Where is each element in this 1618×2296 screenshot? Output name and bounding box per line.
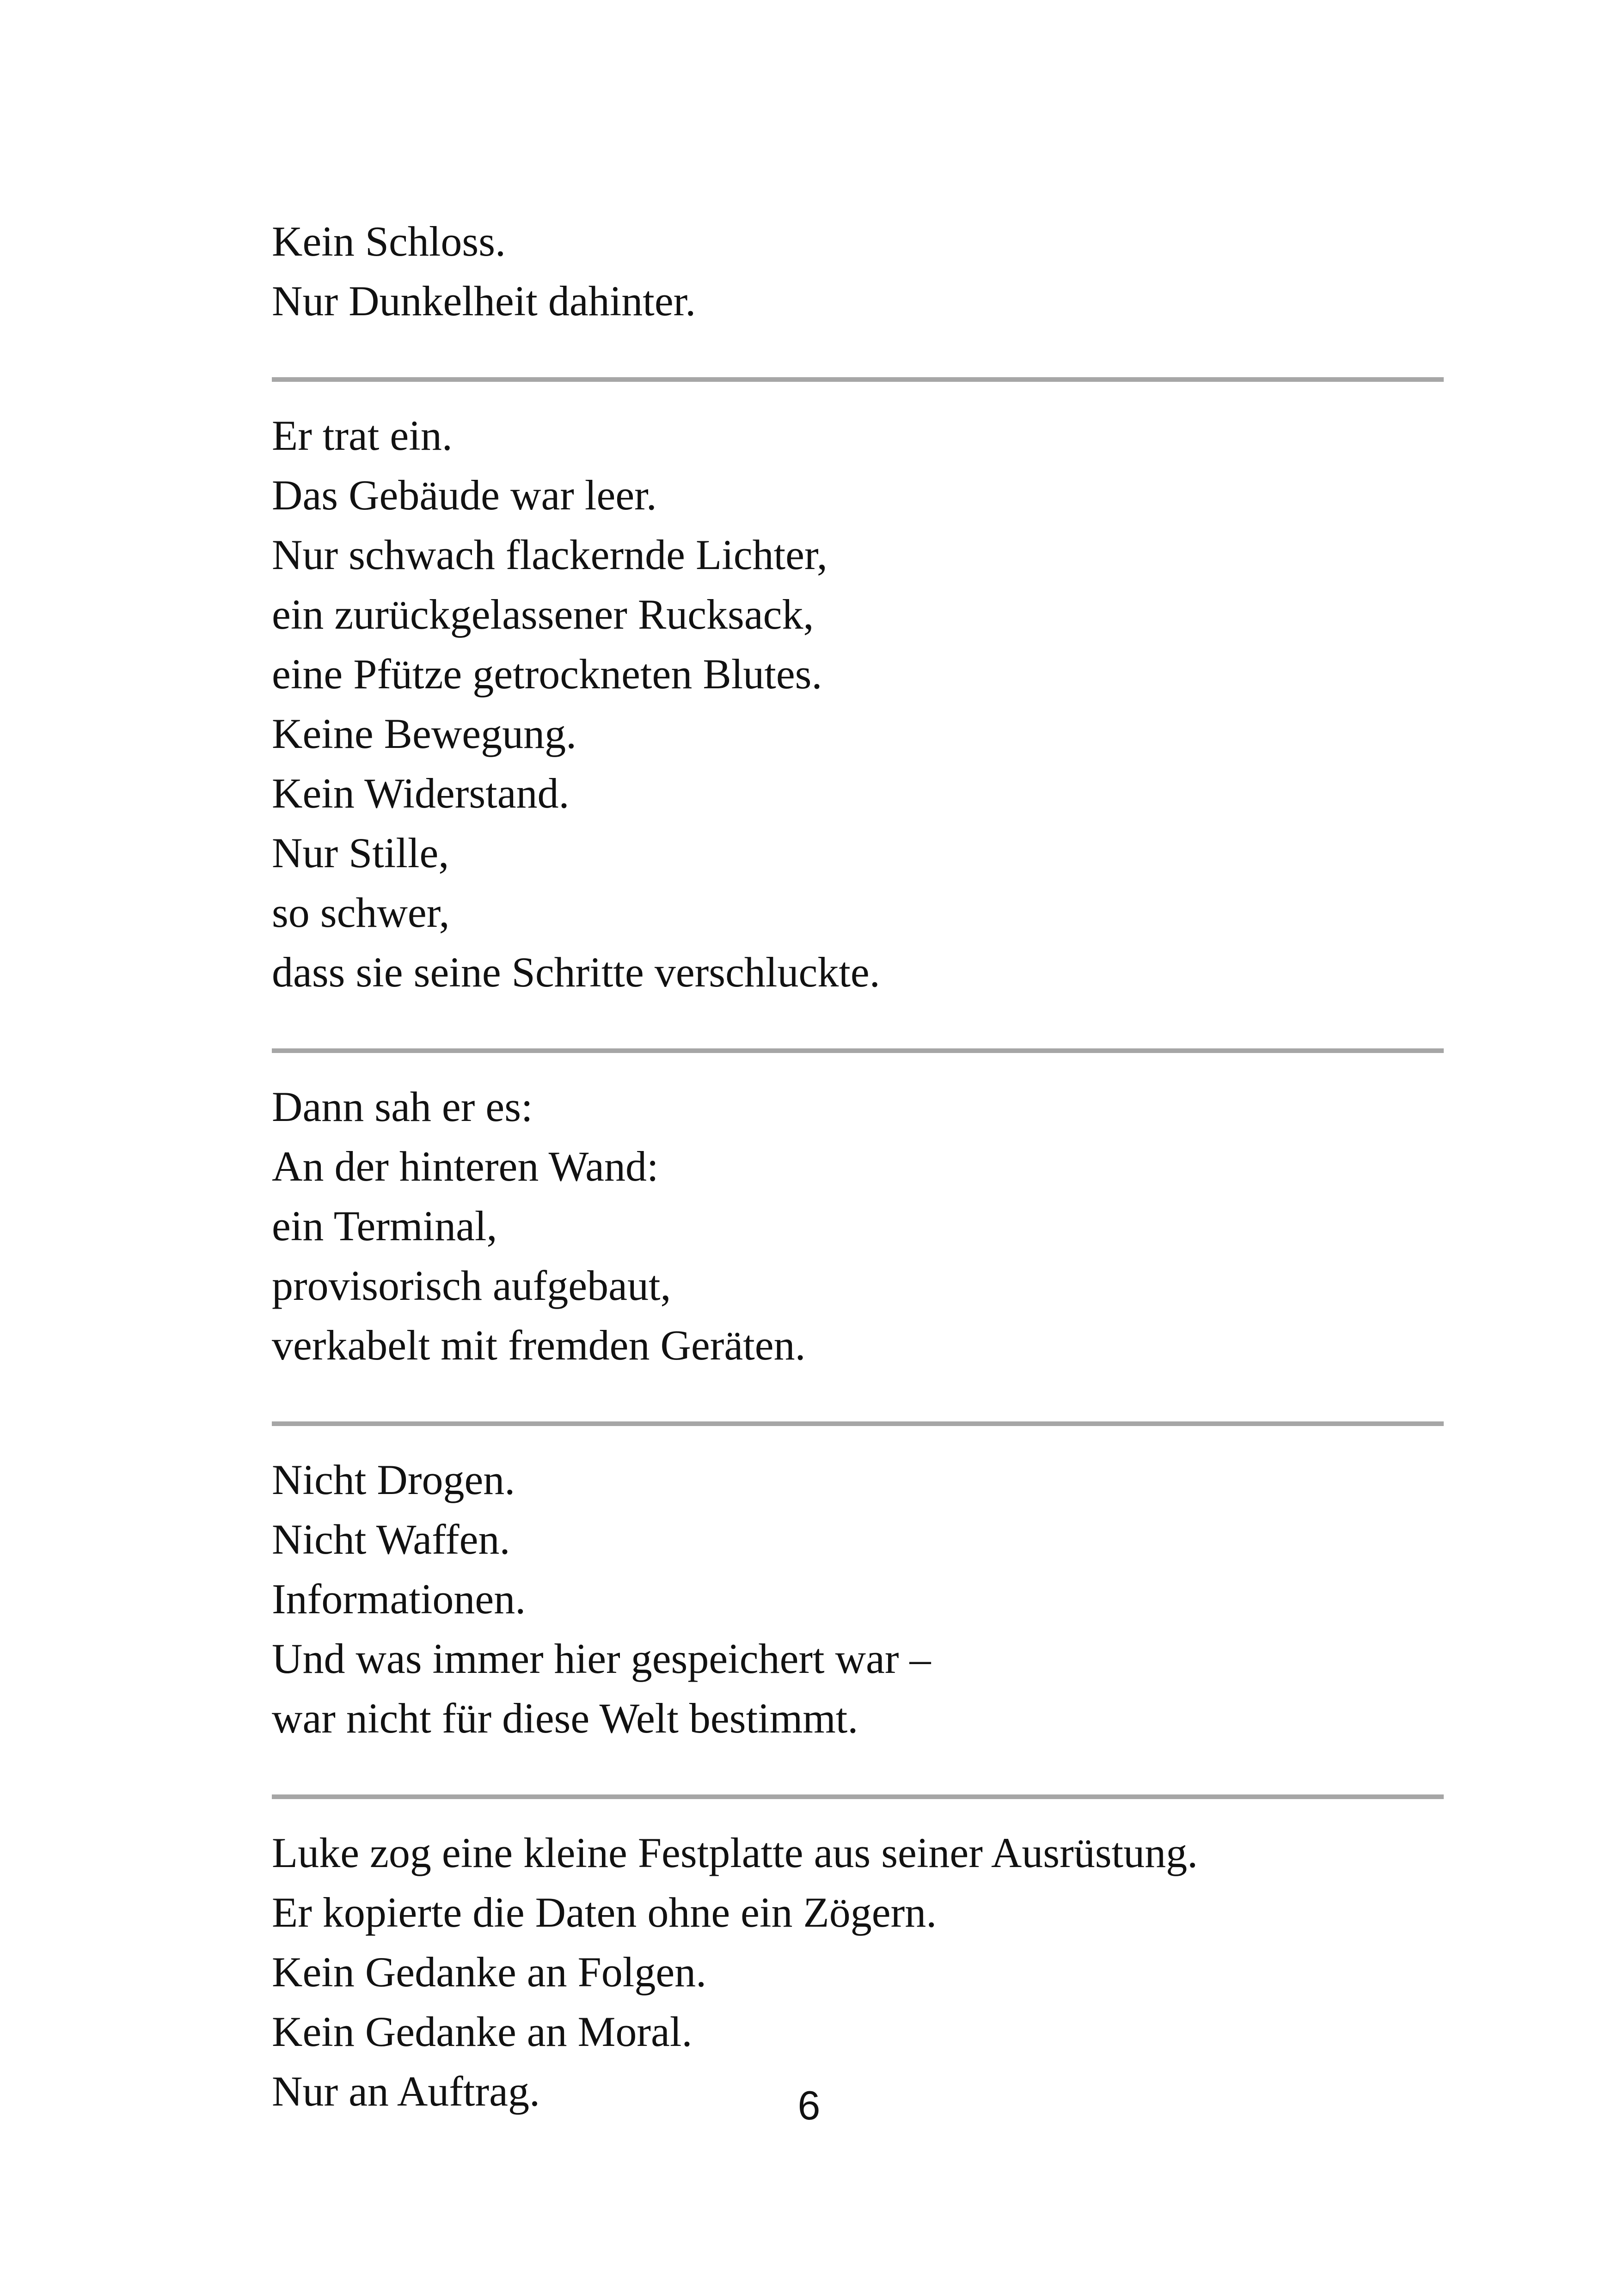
text-line: Das Gebäude war leer.	[272, 471, 657, 519]
stanza-5	[272, 1823, 1444, 2121]
text-line: ein zurückgelassener Rucksack,	[272, 591, 814, 638]
text-line: Dann sah er es:	[272, 1083, 533, 1130]
text-line: Und was immer hier gespeichert war –	[272, 1635, 931, 1682]
text-line: An der hinteren Wand:	[272, 1143, 659, 1190]
text-line: Informationen.	[272, 1575, 526, 1623]
text-line: so schwer,	[272, 889, 450, 936]
text-line: Nur Dunkelheit dahinter.	[272, 277, 696, 325]
text-line: eine Pfütze getrockneten Blutes.	[272, 650, 822, 698]
section-divider	[272, 1421, 1444, 1426]
text-line: Kein Gedanke an Folgen.	[272, 1948, 707, 1996]
text-line: Nur Stille,	[272, 829, 449, 876]
page-content	[272, 212, 1444, 2121]
text-line: provisorisch aufgebaut,	[272, 1262, 671, 1309]
text-line: Er kopierte die Daten ohne ein Zögern.	[272, 1889, 937, 1936]
stanza-1	[272, 212, 1444, 331]
text-line: Nicht Drogen.	[272, 1456, 515, 1503]
stanza-2	[272, 406, 1444, 1002]
page-number: 6	[797, 2082, 821, 2128]
section-divider	[272, 1048, 1444, 1053]
text-line: Nur an Auftrag.	[272, 2068, 540, 2115]
text-line: Kein Widerstand.	[272, 770, 570, 817]
section-divider	[272, 1794, 1444, 1799]
section-divider	[272, 377, 1444, 382]
stanza-4	[272, 1450, 1444, 1748]
text-line: Nur schwach flackernde Lichter,	[272, 531, 827, 578]
text-line: war nicht für diese Welt bestimmt.	[272, 1695, 858, 1742]
text-line: Nicht Waffen.	[272, 1516, 510, 1563]
text-line: Kein Schloss.	[272, 218, 506, 265]
text-line: Luke zog eine kleine Festplatte aus seiner Ausrüstung.	[272, 1829, 1198, 1876]
text-line: verkabelt mit fremden Geräten.	[272, 1322, 806, 1369]
stanza-3	[272, 1077, 1444, 1375]
text-line: dass sie seine Schritte verschluckte.	[272, 949, 880, 996]
text-line: Keine Bewegung.	[272, 710, 577, 757]
text-line: Er trat ein.	[272, 412, 453, 459]
text-line: ein Terminal,	[272, 1202, 497, 1249]
text-line: Kein Gedanke an Moral.	[272, 2008, 693, 2055]
